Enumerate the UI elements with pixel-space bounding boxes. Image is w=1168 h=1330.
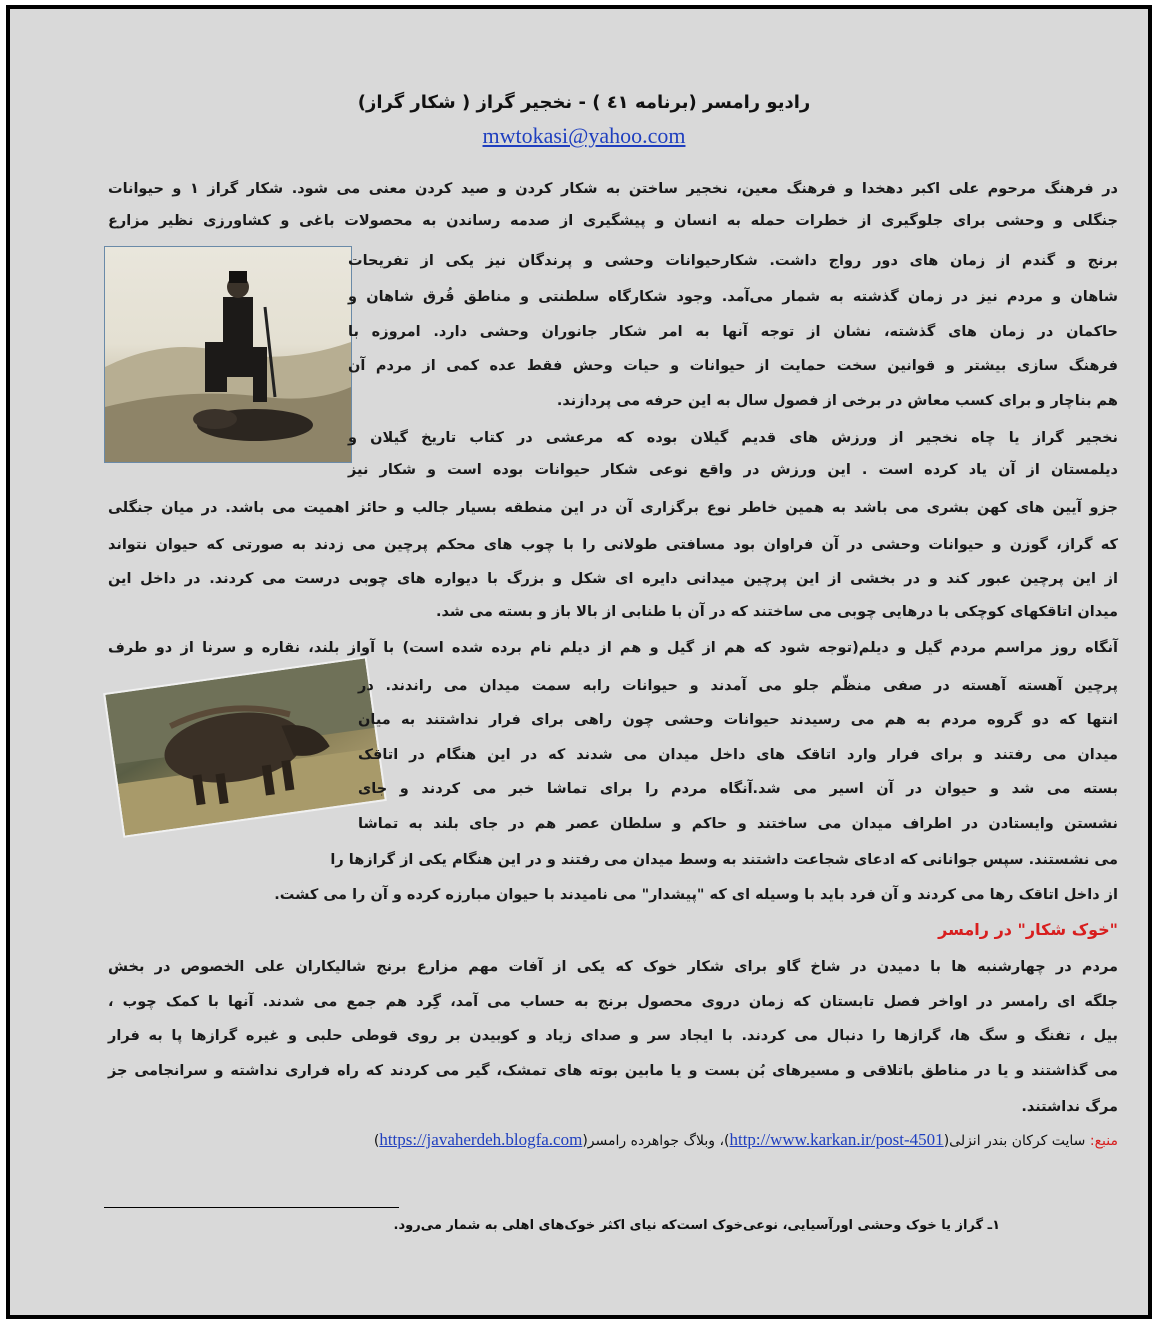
page-title: رادیو رامسر (برنامه ٤١ ) - نخجیر گراز ( شکار گراز)	[357, 92, 811, 113]
text-line: نخجیر گراز یا چاه نخجیر از ورزش های قدیم گیلان بوده که مرعشی در کتاب تاریخ گیلان و	[348, 430, 1118, 446]
text-line: در فرهنگ مرحوم علی اکبر دهخدا و فرهنگ معین، نخجیر ساختن به شکار کردن و صید کردن معنی می شود. شکار گراز ١ و حیوانات	[108, 181, 1118, 197]
source-label: منبع:	[1089, 1133, 1118, 1149]
text-line: از داخل اتاقک رها می کردند و آن فرد باید با وسیله ای که "پیشدار" می نامیدند با حیوان مبارزه کرده و آن را می کشت.	[274, 887, 1118, 903]
text-line: می گذاشتند و یا در مناطق باتلاقی و مسیرهای بُن بست و یا مابین بوته های تمشک، گیر می کردند که راه فراری نداشته و سرانجامی جز	[108, 1063, 1118, 1079]
source-text: سایت کرکان بندر انزلی(	[943, 1133, 1086, 1149]
text-line: شاهان و مردم نیز در زمان گذشته به شمار می‌آمد. وجود شکارگاه سلطنتی و مناطق قُرق شاهان و	[348, 289, 1118, 305]
text-line: هم بناچار و برای کسب معاش در برخی از فصول سال به این حرفه می پردازند.	[556, 393, 1118, 409]
karkan-link[interactable]: http://www.karkan.ir/post-4501	[729, 1130, 944, 1149]
text-line: فرهنگ سازی بیشتر و قوانین سخت حمایت از حیوانات و حیات وحش فقط عده کمی از مردم آن	[348, 358, 1118, 374]
text-line: جنگلی و وحشی برای جلوگیری از خطرات حمله به انسان و پیشگیری از صدمه رساندن به محصولات باغی و کشاورزی نظیر مزارع	[108, 213, 1118, 229]
source-text: )	[373, 1133, 380, 1149]
text-line: برنج و گندم از زمان های دور رواج داشت. شکارحیوانات وحشی و پرندگان نیز یکی از تفریحات	[348, 253, 1118, 269]
text-line: میدان می رفتند و برای فرار وارد اتاقک های داخل میدان می شدند که در این هنگام در اتاقک	[358, 747, 1118, 763]
text-line: از این پرچین عبور کند و در بخشی از این پرچین میدانی دایره ای شکل و بزرگ با دیواره های چوبی درست می کردند. در داخل این	[108, 571, 1118, 587]
source-citation	[108, 1130, 1118, 1150]
text-line: بیل ، تفنگ و سگ ها، گرازها را دنبال می کردند. با ایجاد سر و صدای زیاد و کوبیدن بر روی قوطی حلبی و غیره گرازها پا به فرار	[108, 1028, 1118, 1044]
text-line: بسته می شد و حیوان در آن اسیر می شد.آنگاه مردم را برای تماشا خبر می کردند و جای	[358, 781, 1118, 797]
section-subheading: "خوک شکار" در رامسر	[938, 920, 1118, 939]
text-line: انتها که دو گروه مردم به هم می رسیدند حیوانات وحشی چون راهی برای فرار نداشتند به میان	[358, 712, 1118, 728]
document-frame	[6, 5, 1152, 1319]
source-text: )، وبلاگ جواهرده رامسر(	[582, 1133, 730, 1149]
text-line: می نشستند. سپس جوانانی که ادعای شجاعت داشتند به وسط میدان می رفتند و در این هنگام یکی از گرازها را	[330, 852, 1118, 868]
text-line: مردم در چهارشنبه ها با دمیدن در شاخ گاو برای شکار خوک که یکی از آفات مهم مزارع برنج شالیکاران علی الخصوص در بخش	[108, 959, 1118, 975]
text-line: جزو آیین های کهن بشری می باشد به همین خاطر نوع برگزاری آن در این منطقه بسیار جالب و حائز اهمیت می باشد. در میان جنگلی	[108, 500, 1118, 516]
footnote: ١ـ گراز یا خوک وحشی اورآسیایی، نوعی‌خوک است‌که نیای اکثر خوک‌های اهلی به شمار می‌رود.	[393, 1218, 1000, 1233]
javaherdeh-link[interactable]: https://javaherdeh.blogfa.com	[379, 1130, 583, 1149]
text-line: جلگه ای رامسر در اواخر فصل تابستان که زمان دروی محصول برنج به حساب می آمد، گِرد هم جمع می شدند. آنها با کمک چوب ،	[108, 994, 1118, 1010]
text-line: پرچین آهسته آهسته در صفی منظّم جلو می آمدند و حیوانات رابه سمت میدان می راندند. در	[358, 678, 1118, 694]
footnote-divider	[104, 1207, 399, 1208]
text-line: نشستن وایستادن در اطراف میدان می ساختند و حاکم و سلطان عصر هم در جای بلند به تماشا	[358, 816, 1118, 832]
text-line: دیلمستان از آن یاد کرده است . این ورزش در واقع نوعی شکار حیوانات بوده است و شکار نیز	[348, 462, 1118, 478]
author-email-link[interactable]: mwtokasi@yahoo.com	[482, 123, 686, 148]
hunter-photo	[104, 246, 352, 463]
text-line: میدان اتاقکهای کوچکی با درهایی چوبی می ساختند که در آن با طنابی از بالا باز و بسته می شد.	[435, 604, 1118, 620]
text-line: حاکمان در زمان های گذشته، نشان از توجه آنها به امر شکار جانوران وحشی دارد. امروزه با	[348, 324, 1118, 340]
text-line: آنگاه روز مراسم مردم گیل و دیلم(توجه شود که هم از گیل و هم از دیلم نام برده شده است) با آواز بلند، نقاره و سرنا از دو طرف	[108, 640, 1118, 656]
text-line: که گراز، گوزن و حیوانات وحشی در آن فراوان بود مسافتی طولانی را با چوب های محکم پرچین می زدند به صورتی که حیوان نتواند	[108, 537, 1118, 553]
text-line: مرگ نداشتند.	[1021, 1099, 1118, 1115]
